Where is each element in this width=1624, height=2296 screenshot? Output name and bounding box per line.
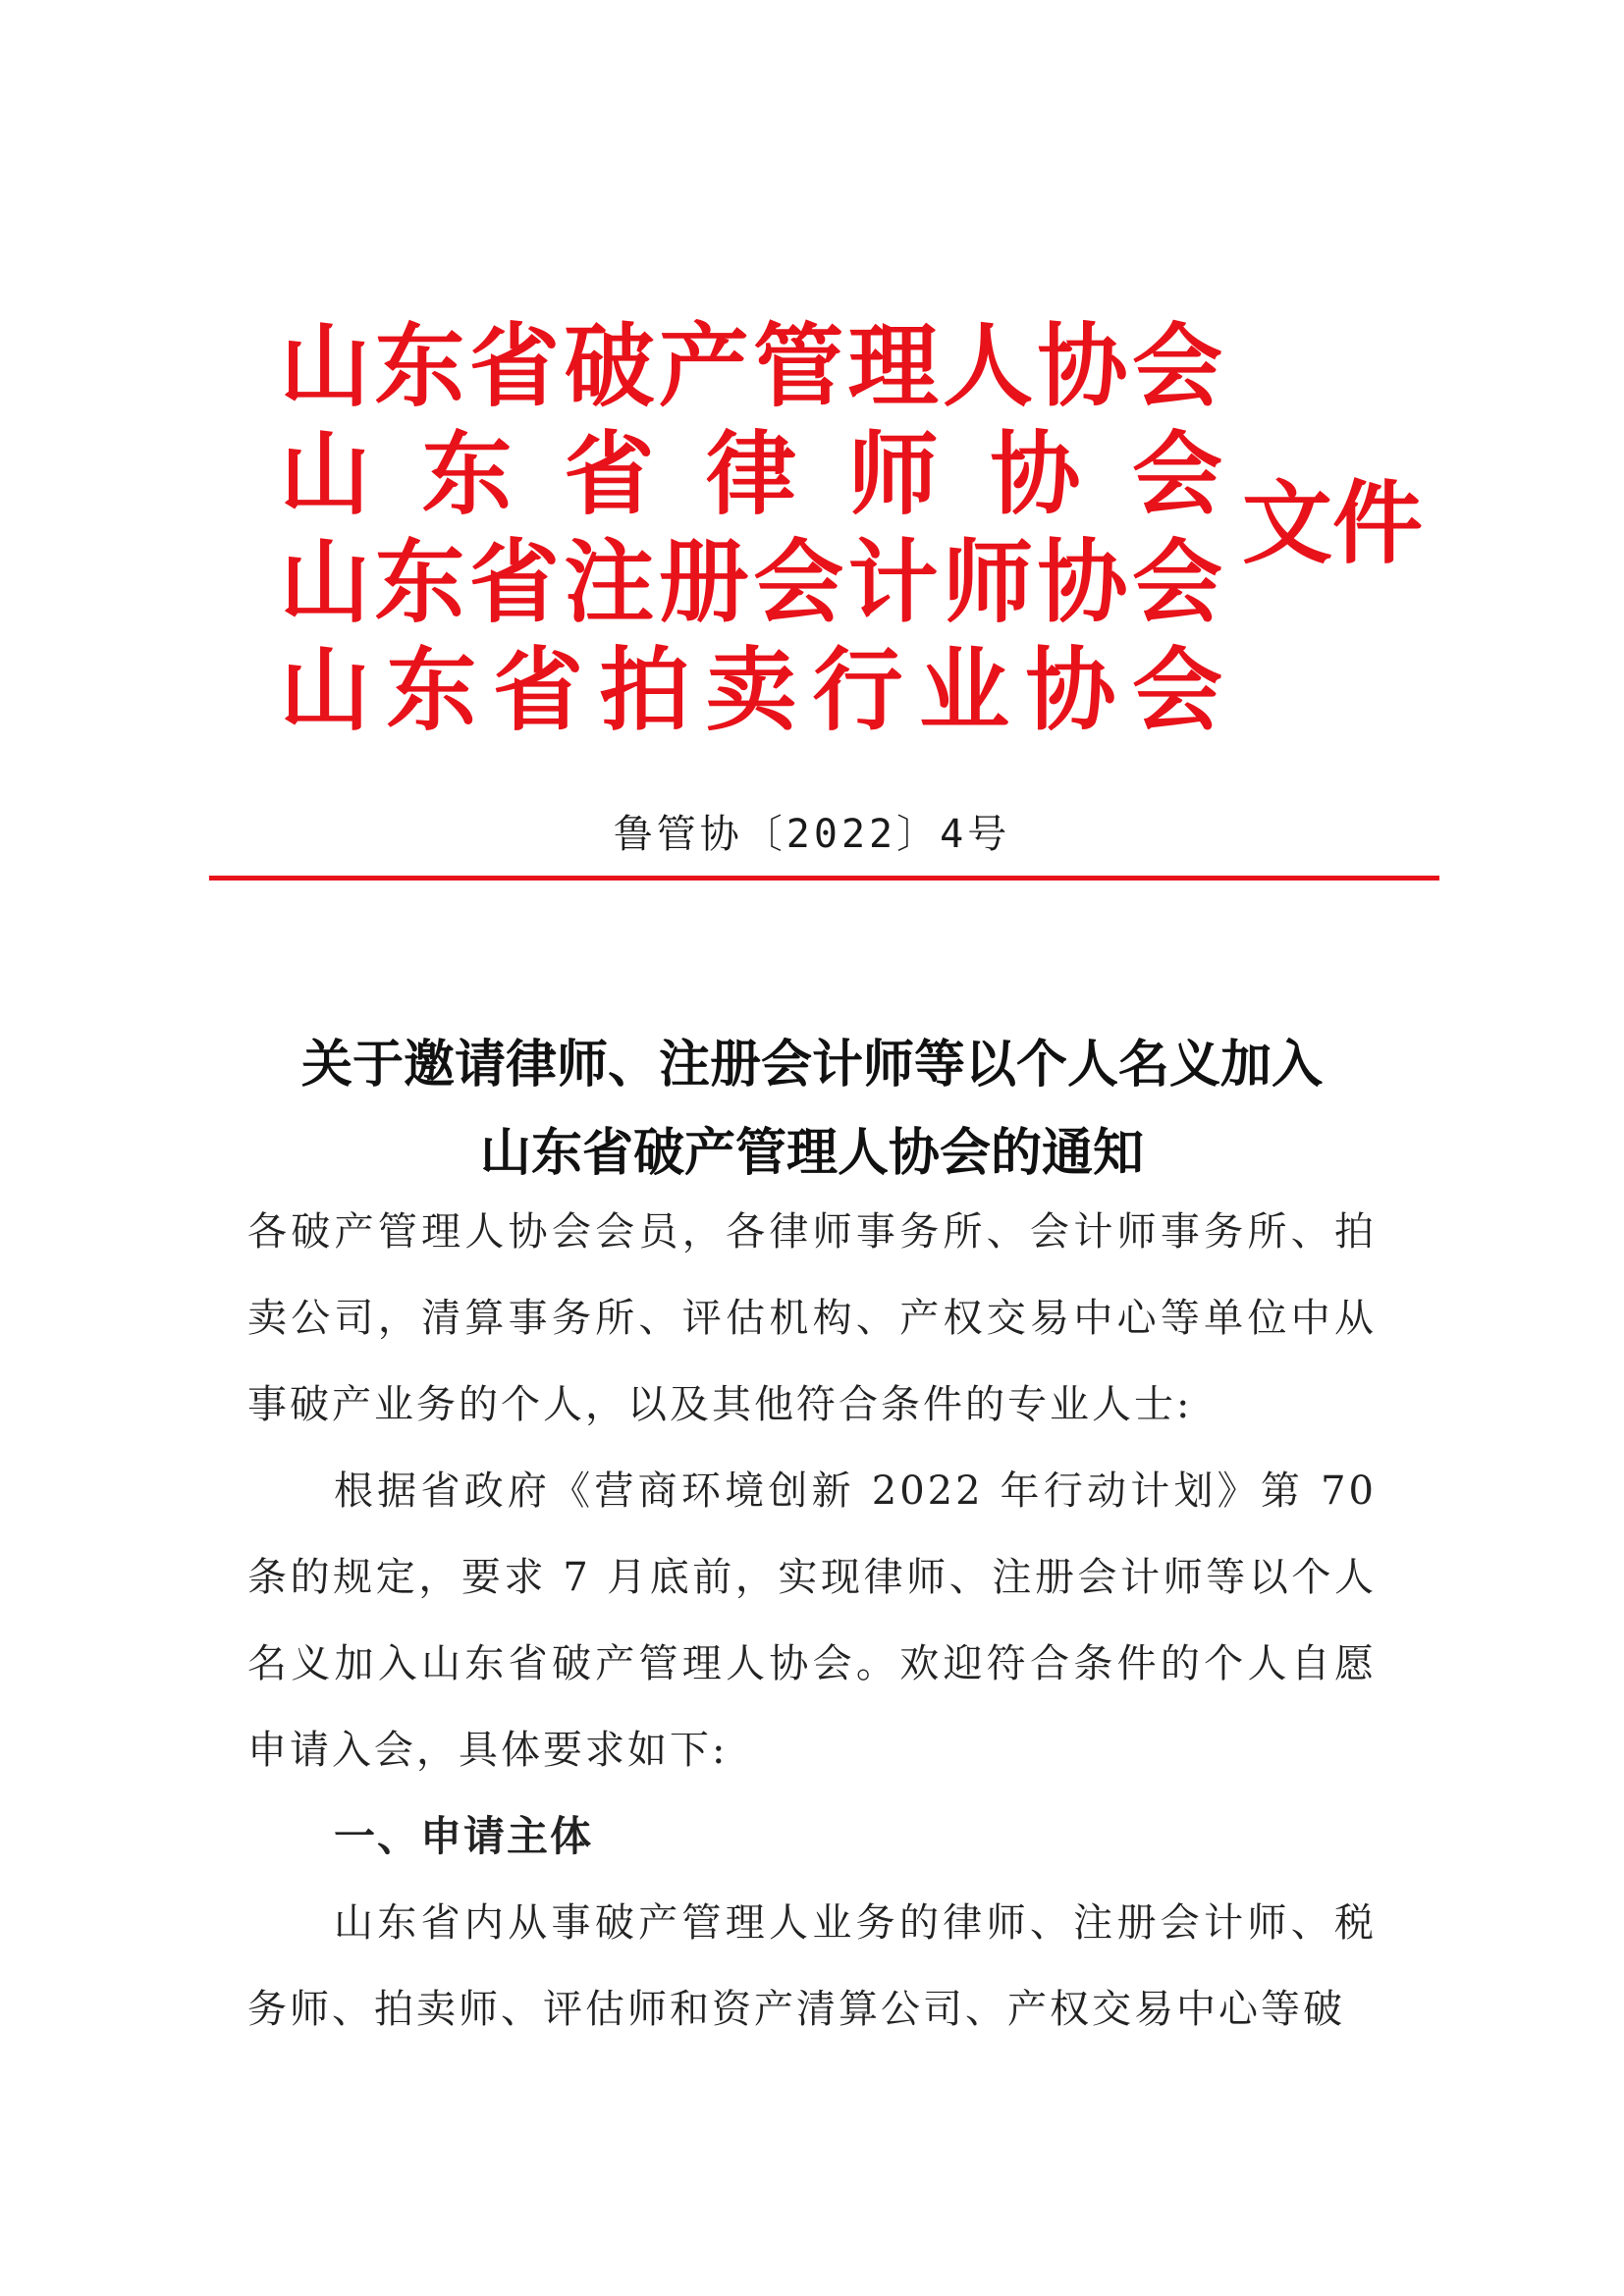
notice-title-line-1: 关于邀请律师、注册会计师等以个人名义加入 [300, 1035, 1323, 1095]
addressee-paragraph: 各破产管理人协会会员，各律师事务所、会计师事务所、拍卖公司，清算事务所、评估机构、产权交易中心等单位中从事破产业务的个人，以及其他符合条件的专业人士: [247, 1209, 1377, 1427]
issuing-organizations [280, 312, 1222, 744]
intro-paragraph: 根据省政府《营商环境创新 2022 年行动计划》第 70 条的规定，要求 7 月底前，实现律师、注册会计师等以个人名义加入山东省破产管理人协会。欢迎符合条件的个人自愿申请入会，具体要求如下: [247, 1468, 1377, 1773]
section-heading-applicants: 一、申请主体 [334, 1812, 594, 1860]
document-number: 鲁管协〔2022〕4号 [613, 812, 1011, 857]
org-auction-association: 山东省拍卖行业协会 [280, 637, 1222, 743]
section-applicants-paragraph: 山东省内从事破产管理人业务的律师、注册会计师、税务师、拍卖师、评估师和资产清算公司、产权交易中心等破 [247, 1900, 1377, 2032]
notice-body [247, 1189, 1377, 2053]
org-lawyers-association: 山东省律师协会 [280, 421, 1222, 527]
org-cpa-association: 山东省注册会计师协会 [280, 529, 1222, 635]
document-type-label: 文件 [1242, 470, 1424, 576]
red-divider-line [209, 876, 1439, 881]
notice-title [0, 1021, 1624, 1198]
notice-title-line-2: 山东省破产管理人协会的通知 [479, 1123, 1144, 1183]
org-bankruptcy-administrators-association: 山东省破产管理人协会 [280, 313, 1222, 419]
